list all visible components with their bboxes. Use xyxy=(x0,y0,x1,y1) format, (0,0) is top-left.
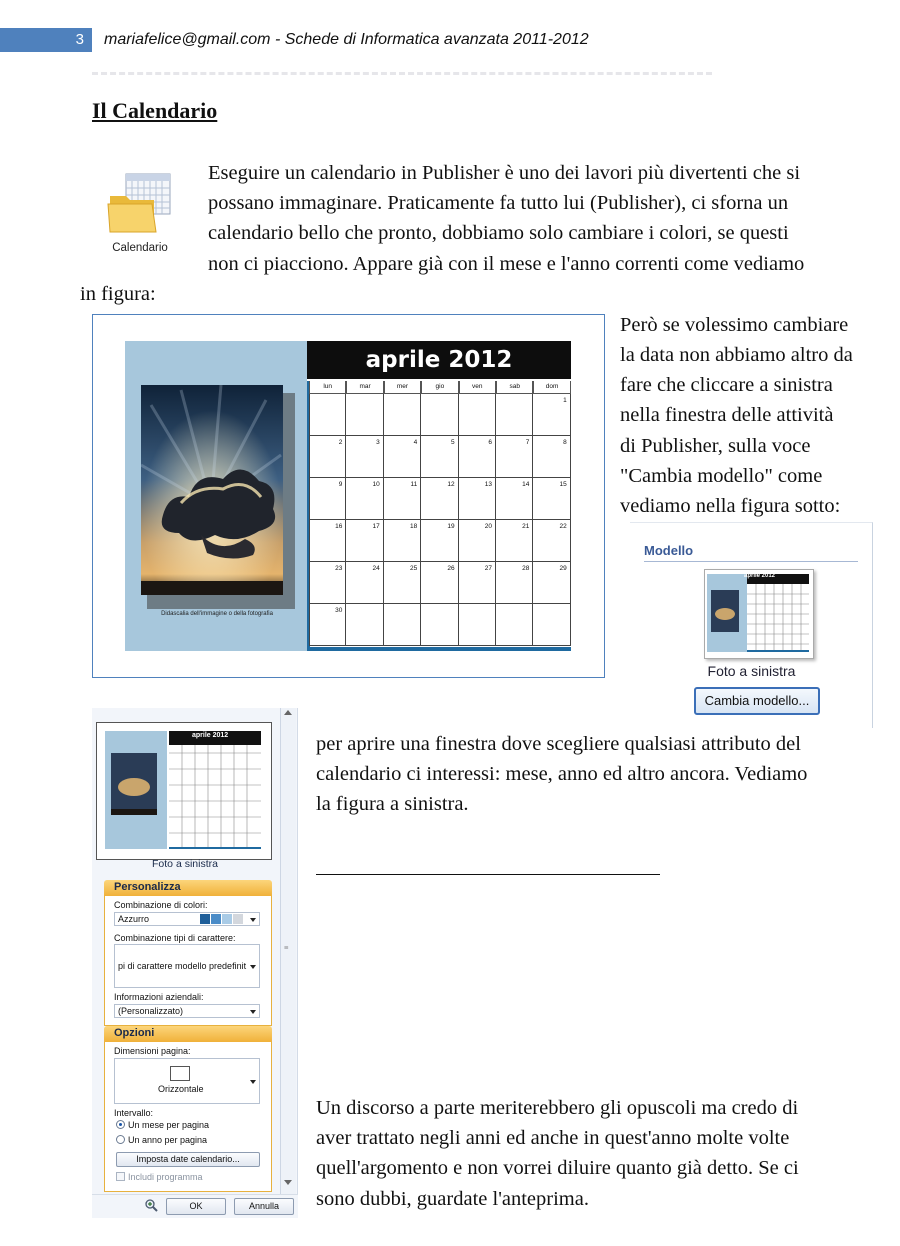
template-thumbnail-image xyxy=(705,570,813,658)
day-cell: 10 xyxy=(346,478,383,520)
day-cell xyxy=(421,604,458,646)
right-line-5: di Publisher, sulla voce xyxy=(620,435,811,457)
scroll-down-icon[interactable] xyxy=(284,1180,292,1185)
middle-line-2: calendario ci interessi: mese, anno ed altro ancora. Vediamo xyxy=(316,763,808,785)
font-scheme-value: pi di carattere modello predefinit xyxy=(118,961,247,971)
calendario-icon-label: Calendario xyxy=(112,242,168,254)
closing-line-4: sono dubbi, guardate l'anteprima. xyxy=(316,1188,589,1210)
interval-label: Intervallo: xyxy=(114,1108,154,1118)
font-scheme-dropdown[interactable] xyxy=(114,944,260,988)
modello-panel xyxy=(630,522,873,728)
day-cell: 5 xyxy=(421,436,458,478)
intro-line-4: non ci piacciono. Appare già con il mese e l'anno correnti come vediamo xyxy=(208,253,805,275)
day-cell xyxy=(459,394,496,436)
day-cell: 23 xyxy=(309,562,346,604)
day-cell: 19 xyxy=(421,520,458,562)
cancel-button[interactable]: Annulla xyxy=(234,1198,294,1215)
weekday-header: dom xyxy=(533,381,570,394)
template-thumbnail-title: aprile 2012 xyxy=(744,573,776,579)
day-cell xyxy=(421,394,458,436)
color-scheme-label: Combinazione di colori: xyxy=(114,900,208,910)
weekday-header: sab xyxy=(496,381,533,394)
template-thumbnail[interactable] xyxy=(704,569,814,659)
weekday-header: gio xyxy=(421,381,458,394)
day-cell xyxy=(346,394,383,436)
page-number: 3 xyxy=(0,28,92,52)
task-pane-thumbnail-image xyxy=(97,723,271,859)
month-title: aprile 2012 xyxy=(307,341,571,379)
day-cell xyxy=(459,604,496,646)
day-cell: 2 xyxy=(309,436,346,478)
day-cell: 8 xyxy=(533,436,570,478)
right-line-4: nella finestra delle attività xyxy=(620,404,834,426)
middle-line-1: per aprire una finestra dove scegliere qualsiasi attributo del xyxy=(316,733,801,755)
day-cell: 22 xyxy=(533,520,570,562)
day-cell: 7 xyxy=(496,436,533,478)
day-cell xyxy=(309,394,346,436)
color-swatches xyxy=(200,914,248,924)
closing-line-3: quell'argomento e non vorrei diluire quanto già detto. Se ci xyxy=(316,1157,799,1179)
day-cell: 14 xyxy=(496,478,533,520)
font-scheme-label: Combinazione tipi di carattere: xyxy=(114,933,236,943)
day-cell: 20 xyxy=(459,520,496,562)
day-cell: 27 xyxy=(459,562,496,604)
color-swatch xyxy=(222,914,232,924)
day-cell: 18 xyxy=(384,520,421,562)
interval-option-year: Un anno per pagina xyxy=(128,1135,208,1145)
business-info-value: (Personalizzato) xyxy=(118,1006,184,1016)
calendar-bottom-bar xyxy=(307,647,571,651)
running-header: mariafelice@gmail.com - Schede di Informatica avanzata 2011-2012 xyxy=(104,31,589,48)
day-cell: 1 xyxy=(533,394,570,436)
intro-line-2: possano immaginare. Praticamente fa tutto lui (Publisher), ci sforna un xyxy=(208,192,789,214)
photo-caption: Didascalia dell'immagine o della fotografia xyxy=(161,611,273,617)
task-pane-scrollbar[interactable] xyxy=(280,708,296,1194)
weekday-header: lun xyxy=(309,381,346,394)
zoom-icon[interactable] xyxy=(144,1198,158,1212)
day-cell xyxy=(384,604,421,646)
calendario-icon-block xyxy=(104,170,176,260)
day-cell: 29 xyxy=(533,562,570,604)
right-line-6: "Cambia modello" come xyxy=(620,465,823,487)
modello-title: Modello xyxy=(644,543,694,558)
day-cell: 16 xyxy=(309,520,346,562)
ok-button[interactable]: OK xyxy=(166,1198,226,1215)
page-size-value: Orizzontale xyxy=(158,1084,204,1094)
task-pane-thumbnail-title: aprile 2012 xyxy=(192,732,229,739)
intro-line-3: calendario bello che pronto, dobbiamo solo cambiare i colori, se questi xyxy=(208,222,789,244)
day-cell: 6 xyxy=(459,436,496,478)
day-cell: 21 xyxy=(496,520,533,562)
month-calendar xyxy=(307,341,571,651)
intro-line-1: Eseguire un calendario in Publisher è uno dei lavori più divertenti che si xyxy=(208,162,801,184)
day-cell xyxy=(384,394,421,436)
day-cell: 12 xyxy=(421,478,458,520)
day-cell: 9 xyxy=(309,478,346,520)
set-dates-button[interactable]: Imposta date calendario... xyxy=(116,1152,260,1167)
template-name: Foto a sinistra xyxy=(707,663,796,679)
day-cell xyxy=(496,394,533,436)
weekday-header: ven xyxy=(459,381,496,394)
opzioni-header[interactable]: Opzioni xyxy=(104,1026,272,1042)
right-line-2: la data non abbiamo altro da xyxy=(620,344,853,366)
middle-line-3: la figura a sinistra. xyxy=(316,793,469,815)
day-cell: 3 xyxy=(346,436,383,478)
publisher-task-pane xyxy=(92,708,298,1218)
day-cell: 24 xyxy=(346,562,383,604)
business-info-label: Informazioni aziendali: xyxy=(114,992,204,1002)
color-swatch xyxy=(200,914,210,924)
right-line-7: vediamo nella figura sotto: xyxy=(620,495,841,517)
color-swatch xyxy=(233,914,243,924)
day-cell: 30 xyxy=(309,604,346,646)
include-schedule-checkbox[interactable] xyxy=(116,1172,125,1181)
radio-year-per-page[interactable] xyxy=(116,1135,125,1144)
change-template-button[interactable]: Cambia modello... xyxy=(694,687,820,715)
closing-line-1: Un discorso a parte meriterebbero gli opuscoli ma credo di xyxy=(316,1097,799,1119)
day-cell: 26 xyxy=(421,562,458,604)
task-pane-thumbnail[interactable] xyxy=(96,722,272,860)
scroll-grip-icon: ≡ xyxy=(284,943,289,952)
modello-divider xyxy=(644,561,858,562)
day-cell xyxy=(346,604,383,646)
closing-line-2: aver trattato negli anni ed anche in quest'anno molte volte xyxy=(316,1127,790,1149)
intro-line-5: in figura: xyxy=(80,283,156,305)
weekday-header: mar xyxy=(346,381,383,394)
business-info-dropdown[interactable] xyxy=(114,1004,260,1018)
section-title: Il Calendario xyxy=(92,98,218,123)
page-size-label: Dimensioni pagina: xyxy=(114,1046,191,1056)
right-line-1: Però se volessimo cambiare xyxy=(620,314,849,336)
day-cell: 4 xyxy=(384,436,421,478)
include-schedule-label: Includi programma xyxy=(128,1172,203,1182)
weekday-header: mer xyxy=(384,381,421,394)
page-size-dropdown[interactable] xyxy=(114,1058,260,1104)
scroll-up-icon[interactable] xyxy=(284,710,292,715)
day-cell xyxy=(496,604,533,646)
interval-option-month: Un mese per pagina xyxy=(128,1120,210,1130)
horizontal-rule xyxy=(316,874,660,875)
chevron-down-icon[interactable] xyxy=(250,1080,256,1084)
color-swatch xyxy=(211,914,221,924)
task-pane-template-name: Foto a sinistra xyxy=(152,858,218,870)
day-cell: 17 xyxy=(346,520,383,562)
right-line-3: fare che cliccare a sinistra xyxy=(620,374,833,396)
calendar-screenshot xyxy=(92,314,605,678)
day-cell xyxy=(533,604,570,646)
landscape-page-icon xyxy=(170,1066,190,1081)
day-cell: 13 xyxy=(459,478,496,520)
color-scheme-value: Azzurro xyxy=(118,914,150,924)
chevron-down-icon[interactable] xyxy=(250,1010,256,1014)
personalizza-header[interactable]: Personalizza xyxy=(104,880,272,896)
chevron-down-icon[interactable] xyxy=(250,918,256,922)
day-cell: 28 xyxy=(496,562,533,604)
day-cell: 15 xyxy=(533,478,570,520)
day-cell: 11 xyxy=(384,478,421,520)
calendar-folder-icon xyxy=(106,170,174,236)
chevron-down-icon[interactable] xyxy=(250,965,256,969)
sunset-photo xyxy=(141,385,283,595)
day-cell: 25 xyxy=(384,562,421,604)
radio-month-per-page[interactable] xyxy=(116,1120,125,1129)
header-divider xyxy=(92,72,712,75)
